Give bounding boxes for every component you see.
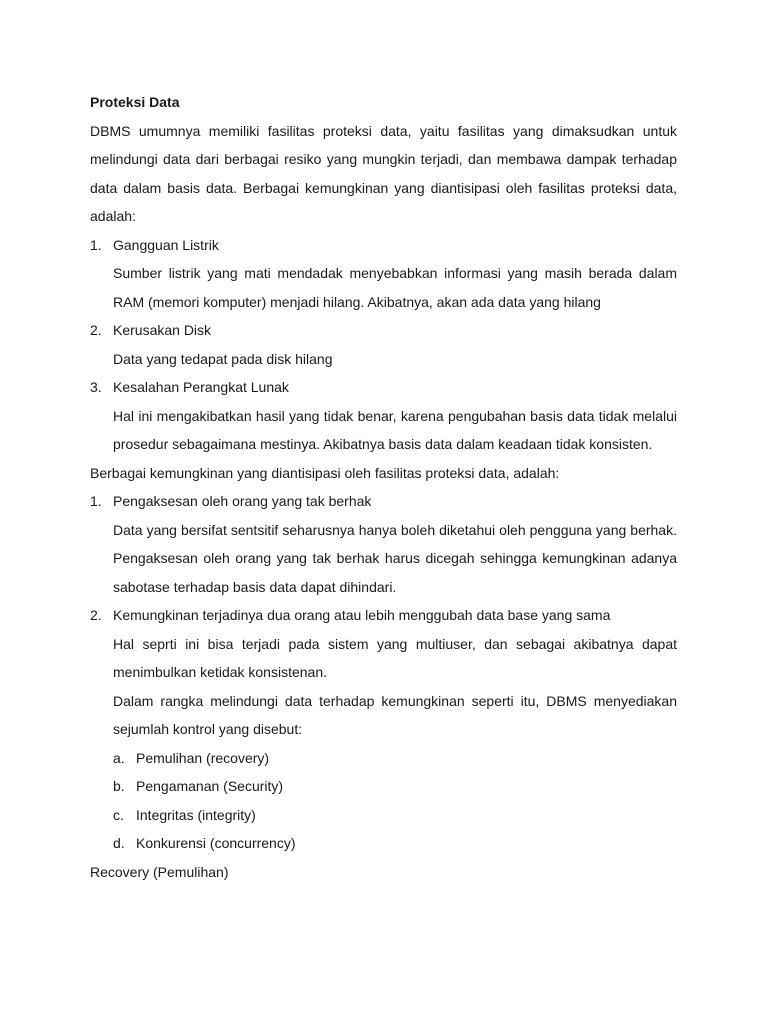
document-body [90,88,677,886]
list-item-description: Hal ini mengakibatkan hasil yang tidak benar, karena pengubahan basis data tidak melalui prosedur sebagaimana mestinya. Akibatnya basis data dalam keadaan tidak konsisten. [113,407,677,452]
list-item-heading: Gangguan Listrik [113,236,219,253]
list-marker: 2. [90,607,102,623]
list-item-description: Data yang bersifat sentsitif seharusnya hanya boleh diketahui oleh pengguna yang berhak. Pengaksesan oleh orang yang tak berhak harus dicegah sehingga kemungkinan adanya sabotase terhadap basis data dapat dihindari. [113,521,677,595]
second-intro-paragraph: Berbagai kemungkinan yang diantisipasi oleh fasilitas proteksi data, adalah: [90,464,560,481]
list-item [90,316,677,345]
list-item-heading: Pengaksesan oleh orang yang tak berhak [113,493,372,509]
list-marker: 1. [90,493,102,509]
list-item [90,373,677,402]
risk-list [90,231,677,459]
list-marker: 1. [90,236,102,253]
list-item-label: Pengamanan (Security) [136,778,284,794]
document-title: Proteksi Data [90,94,180,110]
list-item [90,601,677,630]
list-item-heading: Kemungkinan terjadinya dua orang atau lebih menggubah data base yang sama [113,607,611,623]
list-item-label: Konkurensi (concurrency) [136,835,296,851]
list-item [90,231,677,260]
list-marker: d. [113,835,125,851]
threat-list [90,487,677,858]
list-item [90,744,677,773]
list-marker: b. [113,778,125,794]
list-item [90,829,677,858]
list-item-heading: Kerusakan Disk [113,322,212,338]
list-marker: 3. [90,379,102,395]
list-item-description: Dalam rangka melindungi data terhadap kemungkinan seperti itu, DBMS menyediakan sejumlah kontrol yang disebut: [113,692,677,737]
list-marker: c. [113,806,124,823]
list-marker: 2. [90,322,102,338]
controls-list [90,744,677,858]
list-marker: a. [113,749,125,766]
section-heading: Recovery (Pemulihan) [90,863,229,880]
list-item-heading: Kesalahan Perangkat Lunak [113,379,289,395]
list-item-description: Data yang tedapat pada disk hilang [113,350,333,367]
list-item [90,801,677,830]
list-item [90,487,677,516]
list-item [90,772,677,801]
list-item-description: Sumber listrik yang mati mendadak menyebabkan informasi yang masih berada dalam RAM (memori komputer) menjadi hilang. Akibatnya, akan ada data yang hilang [113,265,677,310]
intro-paragraph: DBMS umumnya memiliki fasilitas proteksi data, yaitu fasilitas yang dimaksudkan untuk melindungi data dari berbagai resiko yang mungkin terjadi, dan membawa dampak terhadap data dalam basis data. Berbagai kemungkinan yang diantisipasi oleh fasilitas proteksi data, adalah: [90,122,677,224]
list-item-description: Hal seprti ini bisa terjadi pada sistem yang multiuser, dan sebagai akibatnya dapat menimbulkan ketidak konsistenan. [113,635,677,680]
list-item-label: Integritas (integrity) [136,806,256,823]
list-item-label: Pemulihan (recovery) [136,749,270,766]
